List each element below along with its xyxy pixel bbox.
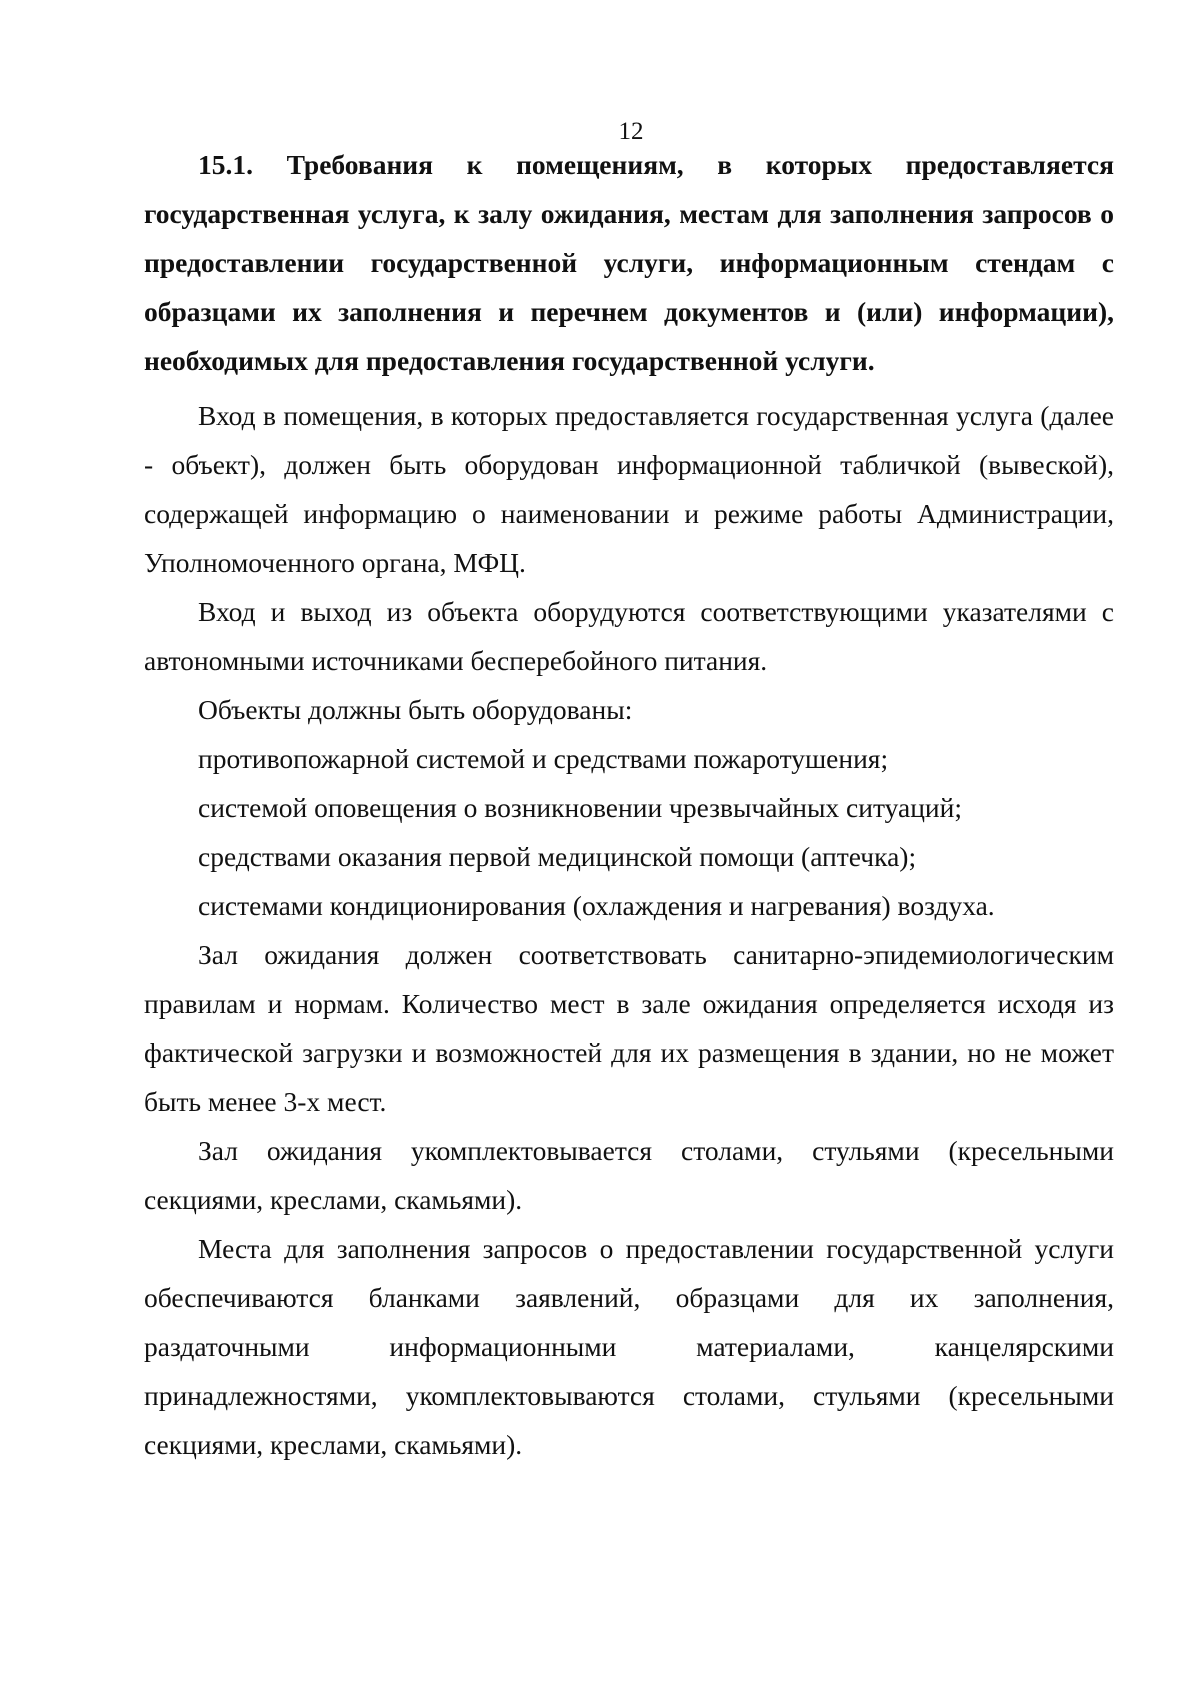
document-body (144, 140, 1114, 1469)
section-heading: 15.1. Требования к помещениям, в которых предоставляется государственная услуга, к залу ожидания, местам для заполнения запросов о предоставлении государственной услуги, информационным стендам с образцами их заполнения и перечнем документов и (или) информации), необходимых для предоставления государственной услуги. (144, 149, 1114, 376)
page-number: 12 (618, 118, 644, 145)
paragraph-entrance-sign: Вход в помещения, в которых предоставляется государственная услуга (далее - объект), должен быть оборудован информационной табличкой (вывеской), содержащей информацию о наименовании и режиме работы Администрации, Уполномоченного органа, МФЦ. (144, 400, 1114, 578)
list-item-air-conditioning: системами кондиционирования (охлаждения и нагревания) воздуха. (198, 890, 995, 921)
paragraph-waiting-hall-furniture: Зал ожидания укомплектовывается столами, стульями (кресельными секциями, креслами, скамьями). (144, 1135, 1114, 1215)
list-item-fire-system: противопожарной системой и средствами пожаротушения; (198, 743, 889, 774)
paragraph-entrance-exit-signs: Вход и выход из объекта оборудуются соответствующими указателями с автономными источниками бесперебойного питания. (144, 596, 1114, 676)
paragraph-equipment-intro: Объекты должны быть оборудованы: (198, 694, 633, 725)
list-item-alert-system: системой оповещения о возникновении чрезвычайных ситуаций; (198, 792, 963, 823)
list-item-first-aid: средствами оказания первой медицинской помощи (аптечка); (198, 841, 917, 872)
paragraph-waiting-hall-norms: Зал ожидания должен соответствовать санитарно-эпидемиологическим правилам и нормам. Количество мест в зале ожидания определяется исходя из фактической загрузки и возможностей для их размещения в здании, но не может быть менее 3-х мест. (144, 939, 1114, 1117)
paragraph-request-filling-places: Места для заполнения запросов о предоставлении государственной услуги обеспечиваются бланками заявлений, образцами для их заполнения, раздаточными информационными материалами, канцелярскими принадлежностями, укомплектовываются столами, стульями (кресельными секциями, креслами, скамьями). (144, 1233, 1114, 1460)
